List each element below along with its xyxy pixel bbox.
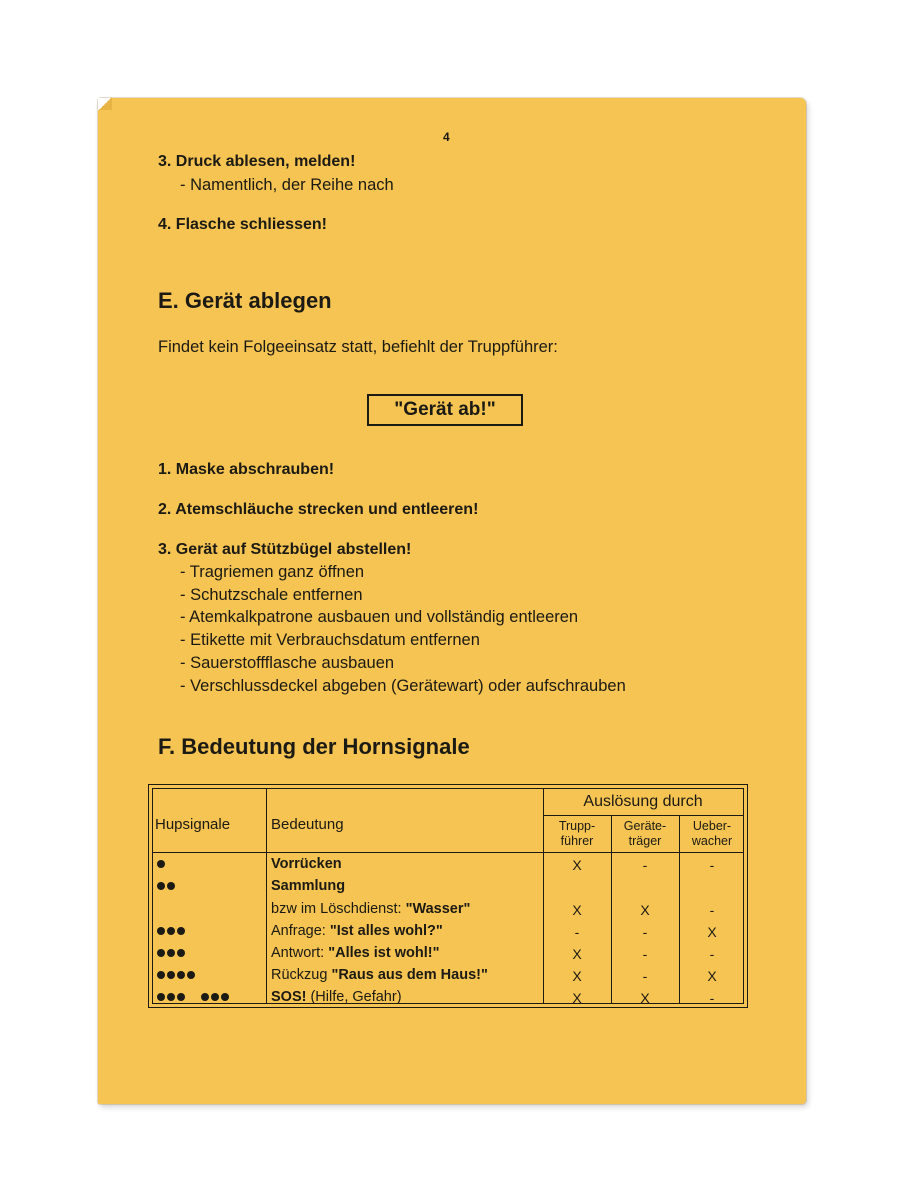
table-row [153, 987, 743, 1009]
meaning-cell: Anfrage: "Ist alles wohl?" [271, 923, 443, 939]
step-druck-ablesen: 3. Druck ablesen, melden! [158, 153, 356, 170]
signal-dot [177, 927, 185, 935]
trigger-mark: X [572, 902, 582, 918]
signal-dot [187, 971, 195, 979]
signal-dots [157, 971, 195, 979]
signal-dot [157, 993, 165, 1001]
list-item: - Etikette mit Verbrauchsdatum entfernen [180, 631, 480, 650]
signal-dot [177, 949, 185, 957]
step-druck-ablesen-detail: - Namentlich, der Reihe nach [180, 176, 394, 194]
meaning-cell: bzw im Löschdienst: "Wasser" [271, 901, 471, 917]
signal-dot [221, 993, 229, 1001]
trigger-mark: - [642, 946, 648, 962]
trigger-mark: X [572, 946, 582, 962]
document-sheet [98, 98, 806, 1104]
signal-dots [157, 882, 175, 890]
table-row [153, 921, 743, 943]
section-e-intro: Findet kein Folgeeinsatz statt, befiehlt der Truppführer: [158, 338, 558, 356]
list-item: - Atemkalkpatrone ausbauen und vollständig entleeren [180, 608, 579, 627]
signal-dot [167, 882, 175, 890]
trigger-mark: X [572, 968, 582, 984]
trigger-mark: - [709, 946, 715, 962]
signal-dot [167, 993, 175, 1001]
meaning-cell: Sammlung [271, 878, 346, 894]
trigger-mark: - [642, 968, 648, 984]
signal-dots [157, 993, 229, 1001]
list-item: - Sauerstoffflasche ausbauen [180, 653, 395, 672]
signal-dot [211, 993, 219, 1001]
col-header-meaning: Bedeutung [271, 816, 344, 833]
signal-dot [177, 971, 185, 979]
col-header-ueberwacher: Ueber- wacher [691, 819, 733, 848]
trigger-mark: - [709, 990, 715, 1006]
section-f-heading: F. Bedeutung der Hornsignale [158, 734, 470, 759]
signal-dot [157, 949, 165, 957]
trigger-mark: X [572, 990, 582, 1006]
meaning-cell: Antwort: "Alles ist wohl!" [271, 945, 440, 961]
signal-dot [201, 993, 209, 1001]
signal-dot [157, 927, 165, 935]
trigger-mark: - [709, 902, 715, 918]
signal-dot [157, 882, 165, 890]
signal-dot [167, 927, 175, 935]
table-row [153, 854, 743, 876]
section-e-heading: E. Gerät ablegen [158, 288, 332, 313]
geraet-abstellen-list [180, 561, 626, 697]
trigger-mark: X [707, 968, 717, 984]
trigger-mark: X [572, 857, 582, 873]
step-geraet-abstellen: 3. Gerät auf Stützbügel abstellen! [158, 541, 412, 558]
signal-dots [157, 927, 185, 935]
trigger-mark: X [640, 990, 650, 1006]
table-row [153, 943, 743, 965]
meaning-cell: Vorrücken [271, 856, 342, 872]
col-group-header: Auslösung durch [583, 793, 703, 810]
signal-dot [157, 860, 165, 868]
signal-dot [167, 971, 175, 979]
step-maske-abschrauben: 1. Maske abschrauben! [158, 461, 335, 478]
trigger-mark: X [640, 902, 650, 918]
table-row [153, 876, 743, 898]
command-box: "Gerät ab!" [367, 394, 523, 426]
trigger-mark: - [642, 924, 648, 940]
corner-fold [98, 98, 112, 110]
col-header-signals: Hupsignale [155, 816, 231, 833]
col-header-truppfuehrer: Trupp- führer [558, 819, 596, 848]
signal-dots [157, 860, 165, 868]
step-flasche-schliessen: 4. Flasche schliessen! [158, 216, 327, 233]
meaning-cell: Rückzug "Raus aus dem Haus!" [271, 967, 488, 983]
col-header-geraetetraeger: Geräte- träger [623, 819, 667, 848]
trigger-mark: - [642, 857, 648, 873]
meaning-cell: SOS! (Hilfe, Gefahr) [271, 989, 402, 1005]
list-item: - Tragriemen ganz öffnen [180, 563, 365, 581]
trigger-mark: - [709, 857, 715, 873]
list-item: - Schutzschale entfernen [180, 585, 363, 604]
page-number: 4 [443, 130, 450, 144]
table-row [153, 899, 743, 921]
signal-dots [157, 949, 185, 957]
list-item: - Verschlussdeckel abgeben (Gerätewart) oder aufschrauben [180, 676, 626, 695]
trigger-mark: X [707, 924, 717, 940]
trigger-mark: - [574, 924, 580, 940]
signal-dot [157, 971, 165, 979]
signal-dot [177, 993, 185, 1001]
step-atemschlaeuche: 2. Atemschläuche strecken und entleeren! [158, 501, 479, 518]
signal-dot [167, 949, 175, 957]
table-row [153, 965, 743, 987]
horn-signal-table [148, 784, 748, 1008]
